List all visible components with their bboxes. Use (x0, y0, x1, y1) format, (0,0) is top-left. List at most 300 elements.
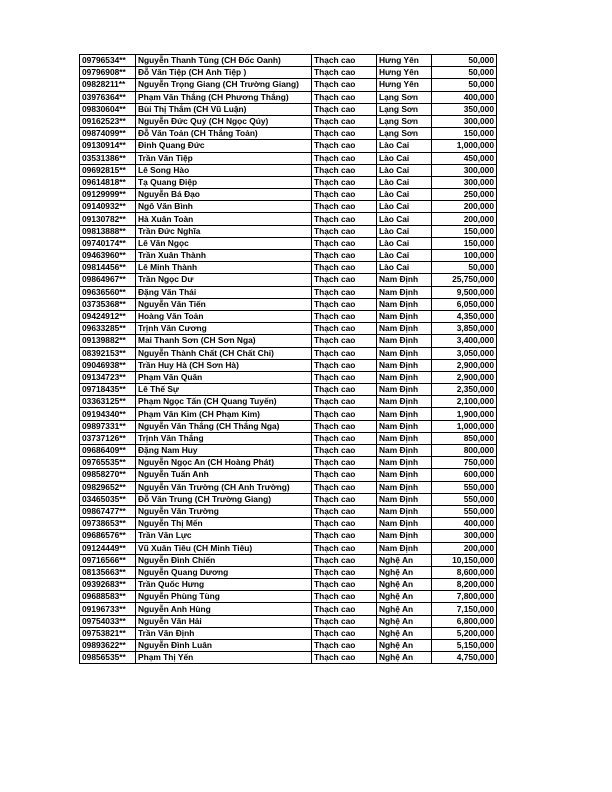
phone-cell: 09858270** (80, 469, 136, 481)
table-row (80, 201, 497, 213)
product-cell: Thạch cao (312, 640, 377, 652)
table-row (80, 335, 497, 347)
phone-cell: 03976364** (80, 91, 136, 103)
table-row (80, 615, 497, 627)
amount-cell: 5,200,000 (432, 627, 497, 639)
product-cell: Thạch cao (312, 176, 377, 188)
name-cell: Nguyễn Quang Dương (136, 566, 312, 578)
document-page (79, 54, 497, 664)
phone-cell: 09796908** (80, 67, 136, 79)
product-cell: Thạch cao (312, 652, 377, 664)
name-cell: Phạm Văn Kim (CH Phạm Kim) (136, 408, 312, 420)
table-row (80, 420, 497, 432)
table-row (80, 286, 497, 298)
table-row (80, 603, 497, 615)
province-cell: Lạng Sơn (377, 128, 432, 140)
phone-cell: 03465035** (80, 493, 136, 505)
province-cell: Nghệ An (377, 566, 432, 578)
amount-cell: 4,750,000 (432, 652, 497, 664)
product-cell: Thạch cao (312, 250, 377, 262)
table-row (80, 518, 497, 530)
amount-cell: 400,000 (432, 91, 497, 103)
amount-cell: 150,000 (432, 225, 497, 237)
name-cell: Lê Thế Sự (136, 384, 312, 396)
product-cell: Thạch cao (312, 310, 377, 322)
table-row (80, 225, 497, 237)
product-cell: Thạch cao (312, 274, 377, 286)
phone-cell: 09686409** (80, 445, 136, 457)
phone-cell: 09814456** (80, 262, 136, 274)
product-cell: Thạch cao (312, 603, 377, 615)
phone-cell: 09130914** (80, 140, 136, 152)
amount-cell: 300,000 (432, 530, 497, 542)
product-cell: Thạch cao (312, 554, 377, 566)
product-cell: Thạch cao (312, 286, 377, 298)
province-cell: Lạng Sơn (377, 103, 432, 115)
amount-cell: 2,350,000 (432, 384, 497, 396)
product-cell: Thạch cao (312, 164, 377, 176)
phone-cell: 09194340** (80, 408, 136, 420)
amount-cell: 850,000 (432, 432, 497, 444)
product-cell: Thạch cao (312, 542, 377, 554)
product-cell: Thạch cao (312, 481, 377, 493)
amount-cell: 1,000,000 (432, 140, 497, 152)
name-cell: Nguyễn Bá Đạo (136, 189, 312, 201)
name-cell: Phạm Văn Thắng (CH Phương Thắng) (136, 91, 312, 103)
name-cell: Nguyễn Thanh Tùng (CH Đốc Oanh) (136, 55, 312, 67)
name-cell: Bùi Thị Thắm (CH Vũ Luận) (136, 103, 312, 115)
table-row (80, 55, 497, 67)
amount-cell: 550,000 (432, 493, 497, 505)
province-cell: Nam Định (377, 408, 432, 420)
amount-cell: 350,000 (432, 103, 497, 115)
phone-cell: 03737126** (80, 432, 136, 444)
name-cell: Trần Xuân Thành (136, 250, 312, 262)
table-row (80, 323, 497, 335)
product-cell: Thạch cao (312, 432, 377, 444)
table-row (80, 262, 497, 274)
province-cell: Nam Định (377, 542, 432, 554)
phone-cell: 09813888** (80, 225, 136, 237)
province-cell: Lạng Sơn (377, 91, 432, 103)
table-row (80, 115, 497, 127)
product-cell: Thạch cao (312, 518, 377, 530)
phone-cell: 09893622** (80, 640, 136, 652)
product-cell: Thạch cao (312, 79, 377, 91)
name-cell: Trịnh Văn Thắng (136, 432, 312, 444)
table-row (80, 176, 497, 188)
name-cell: Nguyễn Trọng Giang (CH Trường Giang) (136, 79, 312, 91)
name-cell: Hà Xuân Toàn (136, 213, 312, 225)
product-cell: Thạch cao (312, 189, 377, 201)
table-row (80, 445, 497, 457)
amount-cell: 5,150,000 (432, 640, 497, 652)
amount-cell: 550,000 (432, 505, 497, 517)
amount-cell: 25,750,000 (432, 274, 497, 286)
province-cell: Lào Cai (377, 164, 432, 176)
table-row (80, 481, 497, 493)
name-cell: Trần Ngọc Dư (136, 274, 312, 286)
province-cell: Nam Định (377, 347, 432, 359)
amount-cell: 3,400,000 (432, 335, 497, 347)
province-cell: Nam Định (377, 359, 432, 371)
province-cell: Nam Định (377, 481, 432, 493)
phone-cell: 03363125** (80, 396, 136, 408)
product-cell: Thạch cao (312, 225, 377, 237)
name-cell: Vũ Xuân Tiêu (CH Minh Tiêu) (136, 542, 312, 554)
province-cell: Nam Định (377, 457, 432, 469)
name-cell: Phạm Văn Quân (136, 371, 312, 383)
amount-cell: 100,000 (432, 250, 497, 262)
name-cell: Trần Huy Hà (CH Sơn Hà) (136, 359, 312, 371)
data-table (79, 54, 497, 664)
name-cell: Ngô Văn Bình (136, 201, 312, 213)
province-cell: Lào Cai (377, 237, 432, 249)
province-cell: Nghệ An (377, 640, 432, 652)
name-cell: Lê Văn Ngọc (136, 237, 312, 249)
phone-cell: 09130782** (80, 213, 136, 225)
amount-cell: 50,000 (432, 262, 497, 274)
phone-cell: 09139882** (80, 335, 136, 347)
table-row (80, 554, 497, 566)
phone-cell: 09636560** (80, 286, 136, 298)
name-cell: Lê Song Hào (136, 164, 312, 176)
phone-cell: 09828211** (80, 79, 136, 91)
phone-cell: 09864967** (80, 274, 136, 286)
province-cell: Nam Định (377, 445, 432, 457)
name-cell: Mai Thanh Sơn (CH Sơn Nga) (136, 335, 312, 347)
amount-cell: 750,000 (432, 457, 497, 469)
product-cell: Thạch cao (312, 91, 377, 103)
phone-cell: 09124449** (80, 542, 136, 554)
name-cell: Lê Minh Thành (136, 262, 312, 274)
phone-cell: 09830604** (80, 103, 136, 115)
table-row (80, 189, 497, 201)
amount-cell: 9,500,000 (432, 286, 497, 298)
product-cell: Thạch cao (312, 103, 377, 115)
name-cell: Đặng Nam Huy (136, 445, 312, 457)
phone-cell: 09718435** (80, 384, 136, 396)
product-cell: Thạch cao (312, 420, 377, 432)
table-row (80, 640, 497, 652)
product-cell: Thạch cao (312, 115, 377, 127)
province-cell: Hưng Yên (377, 79, 432, 91)
table-row (80, 408, 497, 420)
product-cell: Thạch cao (312, 615, 377, 627)
table-row (80, 250, 497, 262)
table-row (80, 652, 497, 664)
amount-cell: 3,050,000 (432, 347, 497, 359)
province-cell: Nghệ An (377, 591, 432, 603)
table-row (80, 396, 497, 408)
phone-cell: 08392153** (80, 347, 136, 359)
table-row (80, 359, 497, 371)
product-cell: Thạch cao (312, 457, 377, 469)
province-cell: Nghệ An (377, 652, 432, 664)
amount-cell: 300,000 (432, 115, 497, 127)
name-cell: Nguyễn Phùng Tùng (136, 591, 312, 603)
phone-cell: 09129999** (80, 189, 136, 201)
name-cell: Nguyễn Anh Hùng (136, 603, 312, 615)
province-cell: Nghệ An (377, 615, 432, 627)
table-row (80, 432, 497, 444)
table-row (80, 505, 497, 517)
province-cell: Nam Định (377, 286, 432, 298)
name-cell: Nguyễn Văn Hải (136, 615, 312, 627)
amount-cell: 550,000 (432, 481, 497, 493)
product-cell: Thạch cao (312, 371, 377, 383)
province-cell: Lạng Sơn (377, 115, 432, 127)
phone-cell: 09856535** (80, 652, 136, 664)
name-cell: Trần Văn Tiệp (136, 152, 312, 164)
province-cell: Hưng Yên (377, 67, 432, 79)
product-cell: Thạch cao (312, 237, 377, 249)
province-cell: Nam Định (377, 323, 432, 335)
phone-cell: 09392683** (80, 579, 136, 591)
table-row (80, 164, 497, 176)
table-row (80, 274, 497, 286)
name-cell: Nguyễn Tuấn Anh (136, 469, 312, 481)
amount-cell: 50,000 (432, 79, 497, 91)
phone-cell: 09874099** (80, 128, 136, 140)
province-cell: Nam Định (377, 335, 432, 347)
phone-cell: 09686576** (80, 530, 136, 542)
province-cell: Lào Cai (377, 250, 432, 262)
amount-cell: 200,000 (432, 201, 497, 213)
province-cell: Nam Định (377, 396, 432, 408)
province-cell: Nam Định (377, 493, 432, 505)
product-cell: Thạch cao (312, 140, 377, 152)
table-row (80, 91, 497, 103)
province-cell: Nam Định (377, 518, 432, 530)
name-cell: Trần Văn Định (136, 627, 312, 639)
province-cell: Lào Cai (377, 140, 432, 152)
product-cell: Thạch cao (312, 493, 377, 505)
amount-cell: 3,850,000 (432, 323, 497, 335)
province-cell: Lào Cai (377, 213, 432, 225)
province-cell: Nam Định (377, 505, 432, 517)
amount-cell: 200,000 (432, 213, 497, 225)
amount-cell: 300,000 (432, 176, 497, 188)
product-cell: Thạch cao (312, 396, 377, 408)
amount-cell: 7,800,000 (432, 591, 497, 603)
name-cell: Nguyễn Ngọc An (CH Hoàng Phát) (136, 457, 312, 469)
name-cell: Phạm Ngọc Tấn (CH Quang Tuyến) (136, 396, 312, 408)
amount-cell: 50,000 (432, 67, 497, 79)
name-cell: Nguyễn Thành Chất (CH Chất Chi) (136, 347, 312, 359)
product-cell: Thạch cao (312, 335, 377, 347)
phone-cell: 09829652** (80, 481, 136, 493)
province-cell: Lào Cai (377, 176, 432, 188)
table-row (80, 457, 497, 469)
amount-cell: 8,600,000 (432, 566, 497, 578)
amount-cell: 50,000 (432, 55, 497, 67)
province-cell: Nghệ An (377, 579, 432, 591)
province-cell: Nam Định (377, 384, 432, 396)
name-cell: Trần Quốc Hưng (136, 579, 312, 591)
table-row (80, 103, 497, 115)
amount-cell: 7,150,000 (432, 603, 497, 615)
phone-cell: 09796534** (80, 55, 136, 67)
name-cell: Trịnh Văn Cương (136, 323, 312, 335)
phone-cell: 09633285** (80, 323, 136, 335)
product-cell: Thạch cao (312, 347, 377, 359)
product-cell: Thạch cao (312, 408, 377, 420)
table-row (80, 530, 497, 542)
province-cell: Lào Cai (377, 152, 432, 164)
product-cell: Thạch cao (312, 323, 377, 335)
phone-cell: 09753821** (80, 627, 136, 639)
table-row (80, 298, 497, 310)
amount-cell: 150,000 (432, 237, 497, 249)
name-cell: Tạ Quang Điệp (136, 176, 312, 188)
table-row (80, 152, 497, 164)
name-cell: Đỗ Văn Toản (CH Thắng Toản) (136, 128, 312, 140)
name-cell: Nguyễn Đình Luân (136, 640, 312, 652)
province-cell: Lào Cai (377, 225, 432, 237)
table-row (80, 140, 497, 152)
amount-cell: 2,900,000 (432, 371, 497, 383)
province-cell: Nghệ An (377, 603, 432, 615)
name-cell: Đỗ Văn Trung (CH Trường Giang) (136, 493, 312, 505)
phone-cell: 09765535** (80, 457, 136, 469)
product-cell: Thạch cao (312, 55, 377, 67)
name-cell: Nguyễn Văn Trường (CH Anh Trường) (136, 481, 312, 493)
table-row (80, 579, 497, 591)
product-cell: Thạch cao (312, 152, 377, 164)
province-cell: Lào Cai (377, 201, 432, 213)
product-cell: Thạch cao (312, 262, 377, 274)
table-row (80, 542, 497, 554)
phone-cell: 09738653** (80, 518, 136, 530)
amount-cell: 2,100,000 (432, 396, 497, 408)
product-cell: Thạch cao (312, 591, 377, 603)
name-cell: Hoàng Văn Toản (136, 310, 312, 322)
phone-cell: 03531386** (80, 152, 136, 164)
province-cell: Lào Cai (377, 262, 432, 274)
name-cell: Đặng Văn Thái (136, 286, 312, 298)
name-cell: Nguyễn Văn Thắng (CH Thắng Nga) (136, 420, 312, 432)
phone-cell: 09688583** (80, 591, 136, 603)
table-row (80, 627, 497, 639)
amount-cell: 8,200,000 (432, 579, 497, 591)
table-row (80, 566, 497, 578)
amount-cell: 4,350,000 (432, 310, 497, 322)
product-cell: Thạch cao (312, 627, 377, 639)
province-cell: Nam Định (377, 469, 432, 481)
name-cell: Nguyễn Văn Trường (136, 505, 312, 517)
phone-cell: 03735368** (80, 298, 136, 310)
phone-cell: 09463960** (80, 250, 136, 262)
province-cell: Nam Định (377, 432, 432, 444)
table-row (80, 237, 497, 249)
province-cell: Nam Định (377, 274, 432, 286)
table-row (80, 213, 497, 225)
amount-cell: 450,000 (432, 152, 497, 164)
product-cell: Thạch cao (312, 359, 377, 371)
name-cell: Đinh Quang Đức (136, 140, 312, 152)
name-cell: Trần Văn Lực (136, 530, 312, 542)
product-cell: Thạch cao (312, 579, 377, 591)
product-cell: Thạch cao (312, 213, 377, 225)
name-cell: Đỗ Văn Tiệp (CH Anh Tiệp ) (136, 67, 312, 79)
amount-cell: 1,000,000 (432, 420, 497, 432)
product-cell: Thạch cao (312, 298, 377, 310)
amount-cell: 600,000 (432, 469, 497, 481)
province-cell: Nam Định (377, 310, 432, 322)
product-cell: Thạch cao (312, 469, 377, 481)
amount-cell: 2,900,000 (432, 359, 497, 371)
product-cell: Thạch cao (312, 445, 377, 457)
name-cell: Nguyễn Đình Chiến (136, 554, 312, 566)
phone-cell: 09867477** (80, 505, 136, 517)
table-row (80, 371, 497, 383)
table-row (80, 469, 497, 481)
table-row (80, 384, 497, 396)
product-cell: Thạch cao (312, 384, 377, 396)
phone-cell: 09897331** (80, 420, 136, 432)
name-cell: Trần Đức Nghĩa (136, 225, 312, 237)
amount-cell: 10,150,000 (432, 554, 497, 566)
table-row (80, 79, 497, 91)
amount-cell: 400,000 (432, 518, 497, 530)
phone-cell: 09740174** (80, 237, 136, 249)
phone-cell: 09162523** (80, 115, 136, 127)
amount-cell: 300,000 (432, 164, 497, 176)
name-cell: Phạm Thị Yến (136, 652, 312, 664)
table-row (80, 310, 497, 322)
product-cell: Thạch cao (312, 505, 377, 517)
name-cell: Nguyễn Văn Tiến (136, 298, 312, 310)
table-row (80, 128, 497, 140)
phone-cell: 09424912** (80, 310, 136, 322)
phone-cell: 09614818** (80, 176, 136, 188)
table-row (80, 67, 497, 79)
province-cell: Nam Định (377, 298, 432, 310)
province-cell: Nam Định (377, 371, 432, 383)
amount-cell: 250,000 (432, 189, 497, 201)
name-cell: Nguyễn Thị Mến (136, 518, 312, 530)
province-cell: Nghệ An (377, 627, 432, 639)
phone-cell: 08135663** (80, 566, 136, 578)
product-cell: Thạch cao (312, 530, 377, 542)
phone-cell: 09692815** (80, 164, 136, 176)
amount-cell: 200,000 (432, 542, 497, 554)
product-cell: Thạch cao (312, 67, 377, 79)
amount-cell: 150,000 (432, 128, 497, 140)
phone-cell: 09196733** (80, 603, 136, 615)
province-cell: Hưng Yên (377, 55, 432, 67)
province-cell: Nam Định (377, 420, 432, 432)
province-cell: Nam Định (377, 530, 432, 542)
phone-cell: 09716566** (80, 554, 136, 566)
table-body (80, 55, 497, 664)
table-row (80, 591, 497, 603)
product-cell: Thạch cao (312, 128, 377, 140)
table-row (80, 493, 497, 505)
amount-cell: 6,800,000 (432, 615, 497, 627)
phone-cell: 09134723** (80, 371, 136, 383)
name-cell: Nguyễn Đức Quý (CH Ngọc Qúy) (136, 115, 312, 127)
province-cell: Lào Cai (377, 189, 432, 201)
phone-cell: 09046938** (80, 359, 136, 371)
phone-cell: 09140932** (80, 201, 136, 213)
province-cell: Nghệ An (377, 554, 432, 566)
amount-cell: 1,900,000 (432, 408, 497, 420)
product-cell: Thạch cao (312, 566, 377, 578)
product-cell: Thạch cao (312, 201, 377, 213)
phone-cell: 09754033** (80, 615, 136, 627)
